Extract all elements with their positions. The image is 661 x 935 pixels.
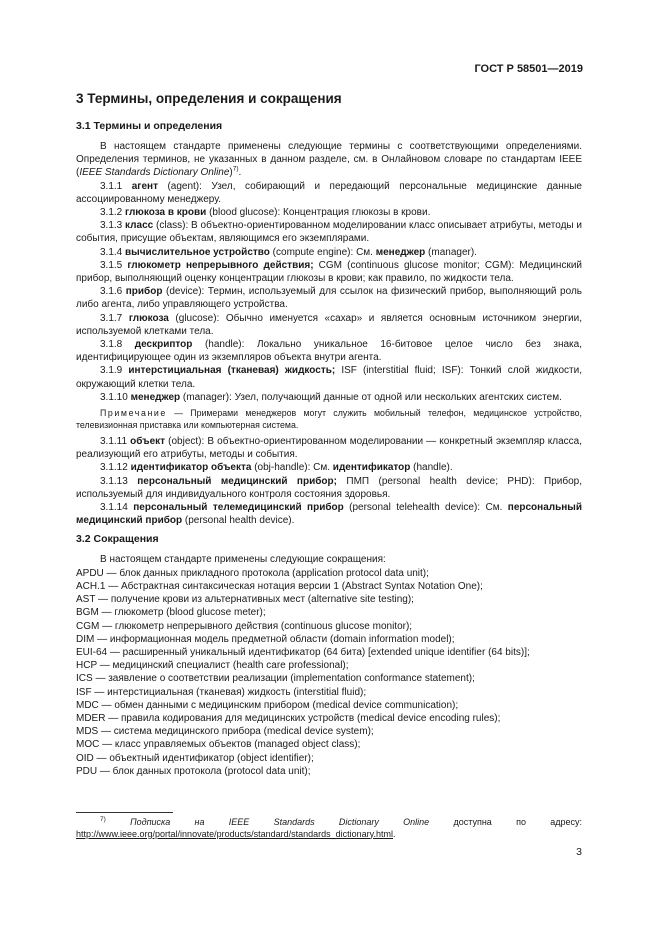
abbreviation-item: AST — получение крови из альтернативных мест (alternative site testing);	[76, 594, 414, 606]
term-reference: персональный медицинский прибор	[76, 502, 582, 527]
term-name: глюкоза в крови	[125, 207, 207, 219]
term-name: объект	[130, 436, 166, 448]
footnote-divider	[76, 812, 173, 813]
term-definition-end: (handle).	[410, 462, 453, 474]
term-definition: (class): В объектно-ориентированном моделировании класс описывает атрибуты, методы и события, присущие объектам, являющимся его экземплярами.	[76, 220, 582, 245]
term-number: 3.1.7	[100, 312, 129, 324]
term-definition: (obj-handle): См.	[251, 462, 333, 474]
term-entry	[76, 338, 582, 364]
term-name: класс	[125, 220, 154, 232]
term-number: 3.1.8	[100, 339, 135, 351]
term-definition-end: (personal health device).	[182, 515, 295, 527]
term-definition: (compute engine): См.	[269, 246, 376, 258]
term-number: 3.1.2	[100, 207, 126, 219]
terms-intro: В настоящем стандарте применены следующие термины с соответствующими определениями. Определения терминов, не указанных в данном разделе, см. в Онлайновом словаре по стандартам IEEE (IEEE Standards Dictionary Online)$^{7)}$.	[76, 141, 582, 179]
term-entry	[76, 391, 582, 404]
abbreviation-item: MDS — система медицинского прибора (medical device system);	[76, 726, 374, 738]
term-definition: (agent): Узел, собирающий и передающий персональные медицинские данные ассоциированному менеджеру.	[76, 180, 582, 205]
term-name: персональный телемедицинский прибор	[133, 502, 344, 514]
section-title: 3 Термины, определения и сокращения	[76, 91, 342, 106]
term-number: 3.1.12	[100, 462, 131, 474]
term-number: 3.1.11	[100, 436, 131, 448]
term-definition: ПМП (personal health device; PHD): Прибор, используемый для индивидуального контроля состояния здоровья.	[76, 475, 583, 500]
term-entry	[76, 206, 582, 219]
term-definition: (object): В объектно-ориентированном моделировании — конкретный экземпляр класса, реализующий его атрибуты, методы и события.	[76, 436, 582, 461]
terms-list	[76, 180, 582, 404]
term-entry	[76, 219, 582, 245]
term-number: 3.1.6	[100, 286, 126, 298]
term-definition: (personal telehealth device): См.	[343, 502, 508, 514]
abbreviation-item: ACH.1 — Абстрактная синтаксическая нотация версии 1 (Abstract Syntax Notation One);	[76, 580, 483, 592]
term-number: 3.1.5	[100, 259, 128, 271]
terms-list-2	[76, 435, 582, 527]
footnote: $^{7)}$ Подписка на IEEE Standards Dictionary Online доступна по адресу: http://www.ieee.org/portal/innovate/products/standard/standards_dictionary.html.	[76, 816, 582, 839]
term-number: 3.1.1	[100, 180, 132, 192]
term-name: интерстициальная (тканевая) жидкость;	[128, 365, 336, 377]
term-entry	[76, 312, 582, 338]
term-definition: (glucose): Обычно именуется «сахар» и является основным источником энергии, используемой клетками тела.	[76, 312, 582, 337]
term-definition-end: (manager).	[425, 246, 477, 258]
note-label: Примечание	[100, 408, 167, 419]
term-definition: ISF (interstitial fluid; ISF): Тонкий слой жидкости, окружающий клетки тела.	[76, 365, 582, 390]
abbreviation-item: ISF — интерстициальная (тканевая) жидкость (interstitial fluid);	[76, 686, 367, 698]
term-number: 3.1.3	[100, 220, 126, 232]
term-entry	[76, 364, 582, 390]
term-definition: CGM (continuous glucose monitor; CGM): Медицинский прибор, выполняющий оценку концентрации глюкозы в крови; как правило, по жидкости тела.	[76, 259, 582, 285]
abbreviation-item: BGM — глюкометр (blood glucose meter);	[76, 607, 266, 619]
note	[76, 408, 582, 431]
term-number: 3.1.10	[100, 391, 131, 403]
term-definition: (device): Термин, используемый для ссылок на физический прибор, выполняющий роль либо агента, либо управляющего устройства.	[76, 286, 582, 311]
term-name: глюкоза	[128, 312, 169, 324]
abbreviation-item: DIM — информационная модель предметной области (domain information model);	[76, 633, 455, 645]
abbreviation-item: APDU — блок данных прикладного протокола (application protocol data unit);	[76, 567, 429, 579]
note-text: — Примерами менеджеров могут служить мобильный телефон, медицинское устройство, телевизионная приставка или компьютерная система.	[76, 408, 582, 430]
term-entry	[76, 475, 582, 501]
term-name: агент	[131, 180, 158, 192]
abbreviation-item: ICS — заявление о соответствии реализации (implementation conformance statement);	[76, 673, 475, 685]
abbreviation-item: MDER — правила кодирования для медицинских устройств (medical device encoding rules);	[76, 712, 501, 724]
term-entry	[76, 501, 582, 527]
term-name: прибор	[125, 286, 163, 298]
term-number: 3.1.9	[100, 365, 129, 377]
term-name: дескриптор	[134, 339, 193, 351]
footnote-ref[interactable]: 7)	[232, 166, 239, 174]
term-entry	[76, 285, 582, 311]
term-entry	[76, 246, 582, 259]
abbreviation-item: CGM — глюкометр непрерывного действия (continuous glucose monitor);	[76, 620, 413, 632]
term-number: 3.1.14	[100, 502, 134, 514]
footnote-link[interactable]: http://www.ieee.org/portal/innovate/products/standard/standards_dictionary.html	[76, 828, 394, 839]
page-number: 3	[576, 846, 582, 858]
abbreviation-item: PDU — блок данных протокола (protocol data unit);	[76, 765, 311, 777]
abbreviations-intro: В настоящем стандарте применены следующие сокращения:	[100, 554, 386, 566]
term-number: 3.1.4	[100, 246, 126, 258]
term-name: идентификатор объекта	[130, 462, 252, 474]
term-definition: (blood glucose): Концентрация глюкозы в крови.	[206, 207, 431, 219]
term-reference: менеджер	[375, 246, 426, 258]
abbreviations-list	[76, 567, 582, 778]
document-id: ГОСТ Р 58501—2019	[474, 63, 583, 75]
abbreviation-item: EUI-64 — расширенный уникальный идентификатор (64 бита) [extended unique identifier (64 bits)];	[76, 646, 530, 658]
term-name: персональный медицинский прибор;	[137, 475, 337, 487]
term-entry	[76, 435, 582, 461]
term-definition: (manager): Узел, получающий данные от одной или нескольких агентских систем.	[180, 391, 562, 403]
abbreviation-item: HCP — медицинский специалист (health care professional);	[76, 660, 349, 672]
term-reference: идентификатор	[332, 462, 411, 474]
subsection-title-abbreviations: 3.2 Сокращения	[76, 533, 159, 546]
term-definition: (handle): Локально уникальное 16-битовое целое число без знака, идентифицирующее один из экземпляров объекта внутри агента.	[76, 339, 582, 364]
term-name: глюкометр непрерывного действия;	[127, 259, 314, 271]
subsection-title-terms: 3.1 Термины и определения	[76, 120, 223, 132]
main-content	[76, 91, 582, 778]
term-entry	[76, 180, 582, 206]
term-entry	[76, 259, 582, 285]
term-entry	[76, 461, 582, 474]
abbreviation-item: MOC — класс управляемых объектов (managed object class);	[76, 739, 361, 751]
term-name: вычислительное устройство	[125, 246, 270, 258]
abbreviation-item: MDC — обмен данными с медицинским прибором (medical device communication);	[76, 699, 459, 711]
term-number: 3.1.13	[100, 475, 138, 487]
abbreviation-item: OID — объектный идентификатор (object identifier);	[76, 752, 314, 764]
term-name: менеджер	[130, 391, 181, 403]
